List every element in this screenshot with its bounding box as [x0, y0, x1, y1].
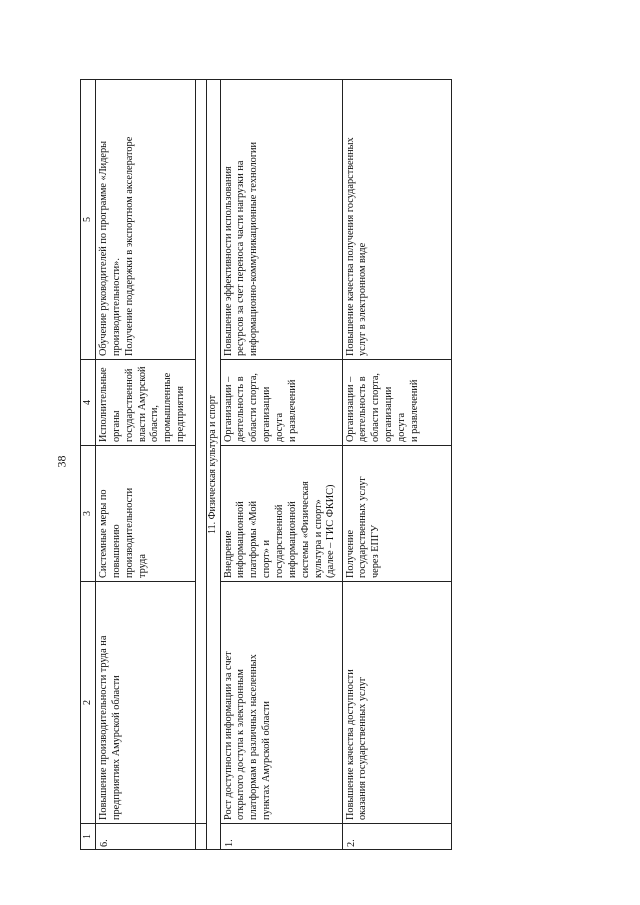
header-cell: 3 — [81, 446, 96, 582]
table-spacer-row — [196, 80, 207, 850]
header-cell: 2 — [81, 582, 96, 824]
header-cell: 4 — [81, 360, 96, 446]
section-title: 11. Физическая культура и спорт — [207, 80, 221, 850]
measures-table — [80, 79, 452, 850]
header-cell: 5 — [81, 80, 96, 360]
table-header-row — [81, 80, 96, 850]
page-number: 38 — [54, 455, 69, 468]
row-number: 2. — [342, 824, 452, 850]
cell-result: Повышение качества получения государственных услуг в электронном виде — [342, 80, 452, 360]
cell-description: Повышение производительности труда на предприятиях Амурской области — [96, 582, 196, 824]
cell-measure: Системные меры по повышению производительности труда — [96, 446, 196, 582]
cell-description: Рост доступности информации за счет открытого доступа к электронным платформам в различных населенных пунктах Амурской области — [220, 582, 342, 824]
cell-description: Повышение качества доступности оказания государственных услуг — [342, 582, 452, 824]
cell-executor: Исполнительные органы государственной власти Амурской области, промышленные предприятия — [96, 360, 196, 446]
cell-measure: Внедрение информационной платформы «Мой спорт» и государственной информационной системы «Физическая культура и спорт» (далее – ГИС ФКИС) — [220, 446, 342, 582]
cell-executor: Организации – деятельность в области спорта, организации досуга и развлечений — [220, 360, 342, 446]
rotated-page — [80, 80, 452, 850]
table-row — [342, 80, 452, 850]
section-row — [207, 80, 221, 850]
row-number: 1. — [220, 824, 342, 850]
cell-measure: Получение государственных услуг через ЕПГУ — [342, 446, 452, 582]
row-number: 6. — [96, 824, 196, 850]
cell-executor: Организации – деятельность в области спорта, организации досуга и развлечений — [342, 360, 452, 446]
cell-result: Повышение эффективности использования ресурсов за счет переноса части нагрузки на информационно-коммуникационные технологии — [220, 80, 342, 360]
cell-result: Обучение руководителей по программе «Лидеры производительности». Получение поддержки в экспортном акселераторе — [96, 80, 196, 360]
table-row — [96, 80, 196, 850]
table-row — [220, 80, 342, 850]
header-cell: 1 — [81, 824, 96, 850]
